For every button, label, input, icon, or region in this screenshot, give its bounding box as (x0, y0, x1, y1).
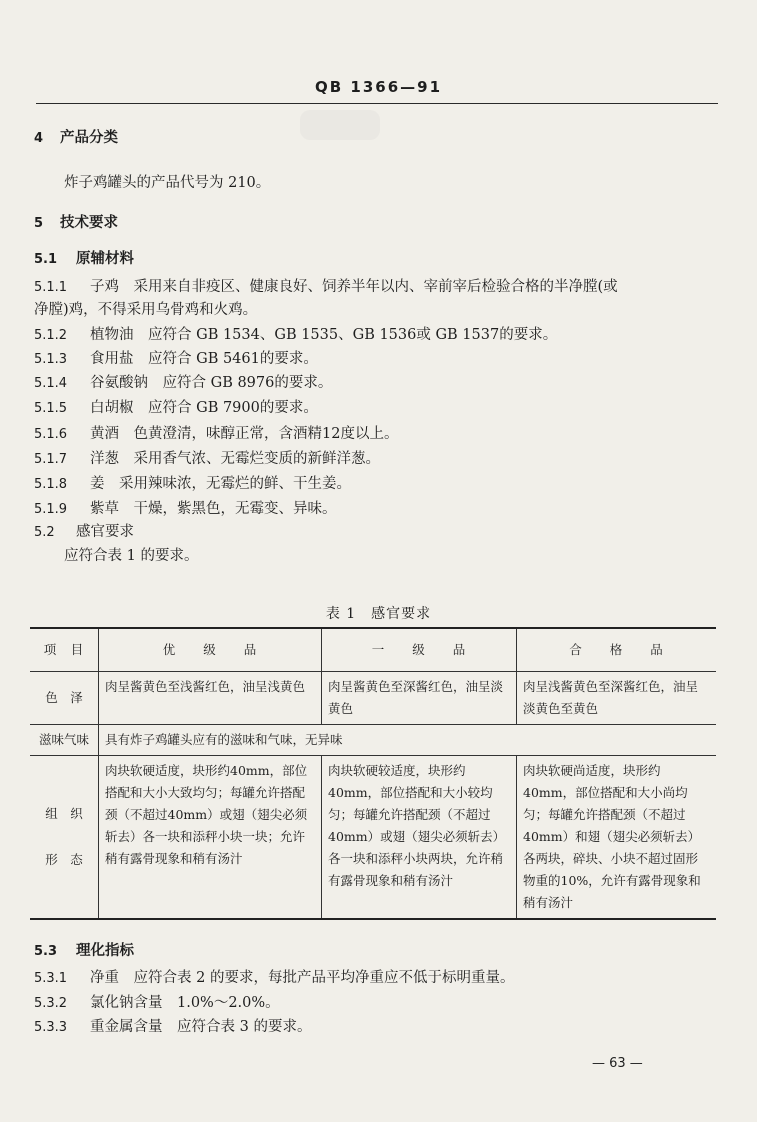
section-4-text: 炸子鸡罐头的产品代号为 210。 (64, 175, 271, 191)
table-cell: 肉呈浅酱黄色至深酱红色，油呈淡黄色至黄色 (517, 672, 717, 725)
header-qualified: 合 格 品 (517, 628, 717, 672)
section-5-1-heading: 5.1 原辅材料 (34, 250, 134, 267)
clause-5-1-1-cont: 净膛)鸡，不得采用乌骨鸡和火鸡。 (34, 302, 258, 318)
clause-5-1-7: 5.1.7 洋葱 采用香气浓、无霉烂变质的新鲜洋葱。 (34, 451, 380, 467)
table-cell: 肉呈酱黄色至深酱红色，油呈淡黄色 (322, 672, 517, 725)
clause-5-1-2: 5.1.2 植物油 应符合 GB 1534、GB 1535、GB 1536或 GB 1537的要求。 (34, 327, 558, 343)
table-cell: 肉块软硬较适度，块形约40mm，部位搭配和大小较均匀；每罐允许搭配颈（不超过40mm）或翅（翅尖必须斩去）各一块和添秤小块两块，允许稍有露骨现象和稍有汤汁 (322, 756, 517, 920)
section-5-2-text: 应符合表 1 的要求。 (64, 548, 199, 564)
section-5-3-heading: 5.3 理化指标 (34, 942, 134, 959)
table-1-title: 表 1 感官要求 (325, 606, 432, 622)
clause-5-3-1: 5.3.1 净重 应符合表 2 的要求，每批产品平均净重应不低于标明重量。 (34, 970, 515, 986)
table-cell: 肉块软硬适度，块形约40mm，部位搭配和大小大致均匀；每罐允许搭配颈（不超过40mm）或翅（翅尖必须斩去）各一块和添秤小块一块；允许稍有露骨现象和稍有汤汁 (99, 756, 322, 920)
clause-5-1-5: 5.1.5 白胡椒 应符合 GB 7900的要求。 (34, 400, 318, 416)
clause-5-1-8: 5.1.8 姜 采用辣味浓，无霉烂的鲜、干生姜。 (34, 476, 351, 492)
table-cell-merged: 具有炸子鸡罐头应有的滋味和气味，无异味 (99, 725, 717, 756)
clause-5-3-3: 5.3.3 重金属含量 应符合表 3 的要求。 (34, 1019, 312, 1035)
clause-5-3-2: 5.3.2 氯化钠含量 1.0%～2.0%。 (34, 995, 280, 1011)
row-label-flavor: 滋味气味 (30, 725, 99, 756)
sensory-requirements-table (30, 627, 716, 920)
scan-smudge (300, 110, 380, 140)
standard-code: QB 1366—91 (314, 78, 443, 96)
table-cell: 肉呈酱黄色至浅酱红色，油呈浅黄色 (99, 672, 322, 725)
clause-5-1-1: 5.1.1 子鸡 采用来自非疫区、健康良好、饲养半年以内、宰前宰后检验合格的半净膛(或 (34, 279, 618, 295)
row-label-color: 色 泽 (30, 672, 99, 725)
section-5-heading: 5 技术要求 (34, 214, 118, 231)
table-row (30, 725, 716, 756)
table-cell: 肉块软硬尚适度，块形约40mm，部位搭配和大小尚均匀；每罐允许搭配颈（不超过40mm）和翅（翅尖必须斩去）各两块，碎块、小块不超过固形物重的10%，允许有露骨现象和稍有汤汁 (517, 756, 717, 920)
section-5-2-heading: 5.2 感官要求 (34, 524, 134, 540)
clause-5-1-6: 5.1.6 黄酒 色黄澄清，味醇正常，含酒精12度以上。 (34, 426, 399, 442)
clause-5-1-3: 5.1.3 食用盐 应符合 GB 5461的要求。 (34, 351, 318, 367)
header-rule (36, 103, 718, 104)
table-row (30, 756, 716, 920)
clause-5-1-4: 5.1.4 谷氨酸钠 应符合 GB 8976的要求。 (34, 375, 333, 391)
header-superior: 优 级 品 (99, 628, 322, 672)
header-first-grade: 一 级 品 (322, 628, 517, 672)
section-4-heading: 4 产品分类 (34, 129, 118, 146)
row-label-texture: 组 织 形 态 (30, 756, 99, 920)
page-number: — 63 — (592, 1056, 643, 1071)
header-item: 项 目 (30, 628, 99, 672)
table-header-row (30, 628, 716, 672)
clause-5-1-9: 5.1.9 紫草 干燥，紫黑色，无霉变、异味。 (34, 501, 337, 517)
table-row (30, 672, 716, 725)
